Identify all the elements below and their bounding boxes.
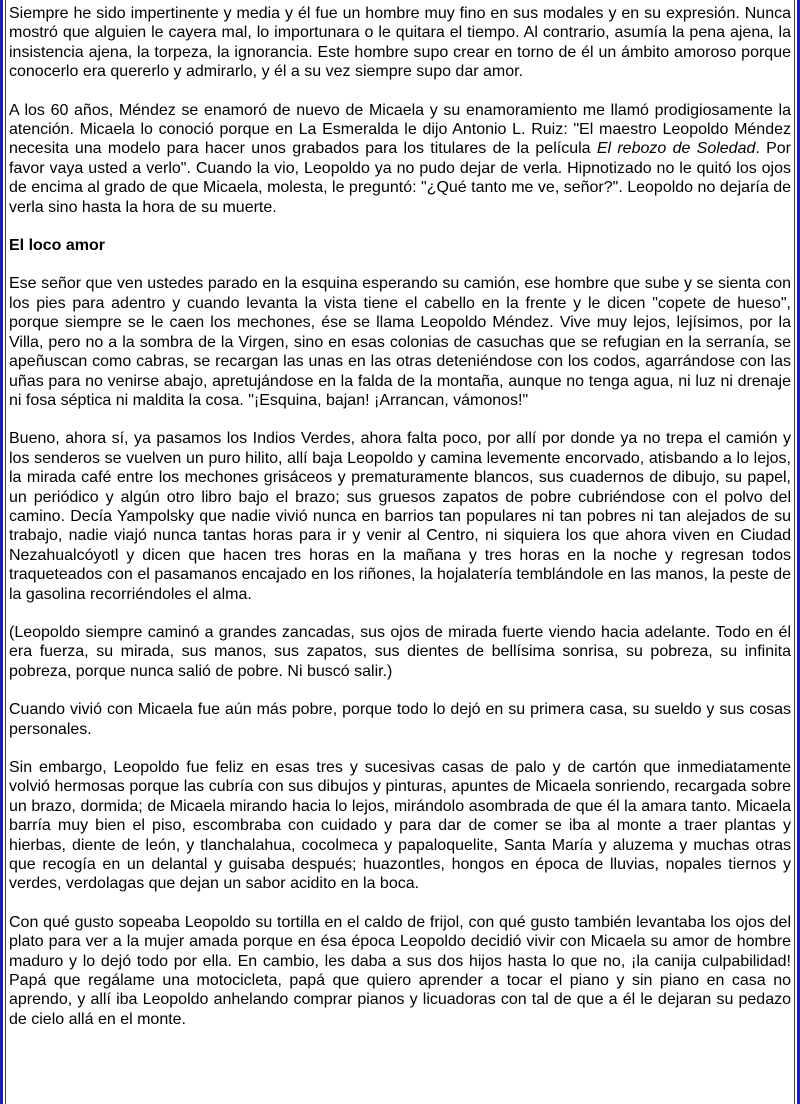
text-run: Bueno, ahora sí, ya pasamos los Indios Verdes, ahora falta poco, por allí por donde ya no trepa el camión y los senderos se vuelven un puro hilito, allí baja Leopoldo y camina levemente encorvado, atisbando a lo lejos, la mirada café entre los mechones grisáceos y prematuramente blancos, sus cuadernos de dibujo, su papel, un periódico y algún otro libro bajo el brazo; sus gruesos zapatos de pobre cubriéndose con el polvo del camino. Decía Yampolsky que nadie vivió nunca en barrios tan populares ni tan pobres ni tan alejados de su trabajo, nadie viajó nunca tantas horas para ir y venir al Centro, ni siquiera los que ahora viven en Ciudad Nezahualcóyotl y dicen que hacen tres horas en la mañana y tres horas en la noche y regresan todos traqueteados con el pasamanos encajado en los riñones, la hojalatería temblándole en las manos, la peste de la gasolina recorriéndoles el alma. <box>9 430 791 603</box>
paragraph <box>9 429 791 604</box>
paragraph <box>9 4 791 82</box>
document-body <box>9 4 791 1029</box>
text-run: Siempre he sido impertinente y media y él fue un hombre muy fino en sus modales y en su expresión. Nunca mostró que alguien le cayera mal, lo importunara o le quitara el tiempo. Al contrario, asumía la pena ajena, la insistencia ajena, la torpeza, la ignorancia. Este hombre supo crear en torno de él un ámbito amoroso porque conocerlo era quererlo y admirarlo, y él a su vez siempre supo dar amor. <box>9 5 791 81</box>
paragraph <box>9 274 791 410</box>
paragraph <box>9 913 791 1029</box>
text-run: Cuando vivió con Micaela fue aún más pobre, porque todo lo dejó en su primera casa, su sueldo y sus cosas personales. <box>9 701 791 738</box>
paragraph <box>9 101 791 217</box>
text-run: (Leopoldo siempre caminó a grandes zancadas, sus ojos de mirada fuerte viendo hacia adelante. Todo en él era fuerza, su mirada, sus manos, sus zapatos, sus dientes de bellísima sonrisa, su pobreza, su infinita pobreza, porque nunca salió de pobre. Ni buscó salir.) <box>9 623 791 680</box>
paragraph <box>9 623 791 681</box>
text-run: . Por favor vaya usted a verlo". Cuando la vio, Leopoldo ya no pudo dejar de verla. Hipnotizado no le quitó los ojos de encima al grado de que Micaela, molesta, le preguntó: "¿Qué tanto me ve, señor?". Leopoldo no dejaría de verla sino hasta la hora de su muerte. <box>9 140 792 216</box>
section-heading <box>9 236 791 255</box>
paragraph <box>9 700 791 739</box>
text-run: A los 60 años, Méndez se enamoró de nuevo de Micaela y su enamoramiento me llamó prodigiosamente la atención. Micaela lo conoció porque en La Esmeralda le dijo Antonio L. Ruiz: "El maestro Leopoldo Méndez necesita una modelo para hacer unos grabados para los titulares de la película <box>9 101 791 158</box>
text-run: El loco amor <box>9 237 106 255</box>
text-run: El rebozo de Soledad <box>596 140 756 158</box>
paragraph <box>9 758 791 894</box>
text-run: Con qué gusto sopeaba Leopoldo su tortilla en el caldo de frijol, con qué gusto también levantaba los ojos del plato para ver a la mujer amada porque en ésa época Leopoldo decidió vivir con Micaela su amor de hombre maduro y lo dejó todo por ella. En cambio, les daba a sus dos hijos hasta lo que no, ¡la canija culpabilidad! Papá que regálame una motocicleta, papá que quiero aprender a tocar el piano y sin piano en casa no aprendo, y allí iba Leopoldo anhelando comprar pianos y licuadoras con tal de que a él le dejaran su pedazo de cielo allá en el monte. <box>9 913 791 1028</box>
text-run: Ese señor que ven ustedes parado en la esquina esperando su camión, ese hombre que sube y se sienta con los pies para adentro y cuando levanta la vista tiene el cabello en la frente y le dicen "copete de hueso", porque siempre se le caen los mechones, ése se llama Leopoldo Méndez. Vive muy lejos, lejísimos, por la Villa, pero no a la sombra de la Virgen, sino en esas colonias de casuchas que se refugian en la serranía, se apeñuscan como cabras, se recargan las unas en las otras deteniéndose con los codos, agarrándose con las uñas para no venirse abajo, apretujándose en la falda de la montaña, aunque no tenga agua, ni luz ni drenaje ni fosa séptica ni maldita la cosa. "¡Esquina, bajan! ¡Arrancan, vámonos!" <box>9 275 791 409</box>
document-inner-frame <box>5 0 795 1104</box>
text-run: Sin embargo, Leopoldo fue feliz en esas tres y sucesivas casas de palo y de cartón que inmediatamente volvió hermosas porque las cubría con sus dibujos y pinturas, apuntes de Micaela sonriendo, recargada sobre un brazo, dormida; de Micaela mirando hacia lo lejos, mirándolo asombrada de que él la amara tanto. Micaela barría muy bien el piso, escombraba con cuidado y para dar de comer se iba al monte a traer plantas y hierbas, diente de león, y tlanchalahua, cocolmeca y papaloquelite, Santa María y aluzema y muchas otras que recogía en un delantal y guisaba después; huazontles, hongos en época de lluvias, nopales tiernos y verdes, verdolagas que dejan un sabor acidito en la boca. <box>9 759 791 893</box>
